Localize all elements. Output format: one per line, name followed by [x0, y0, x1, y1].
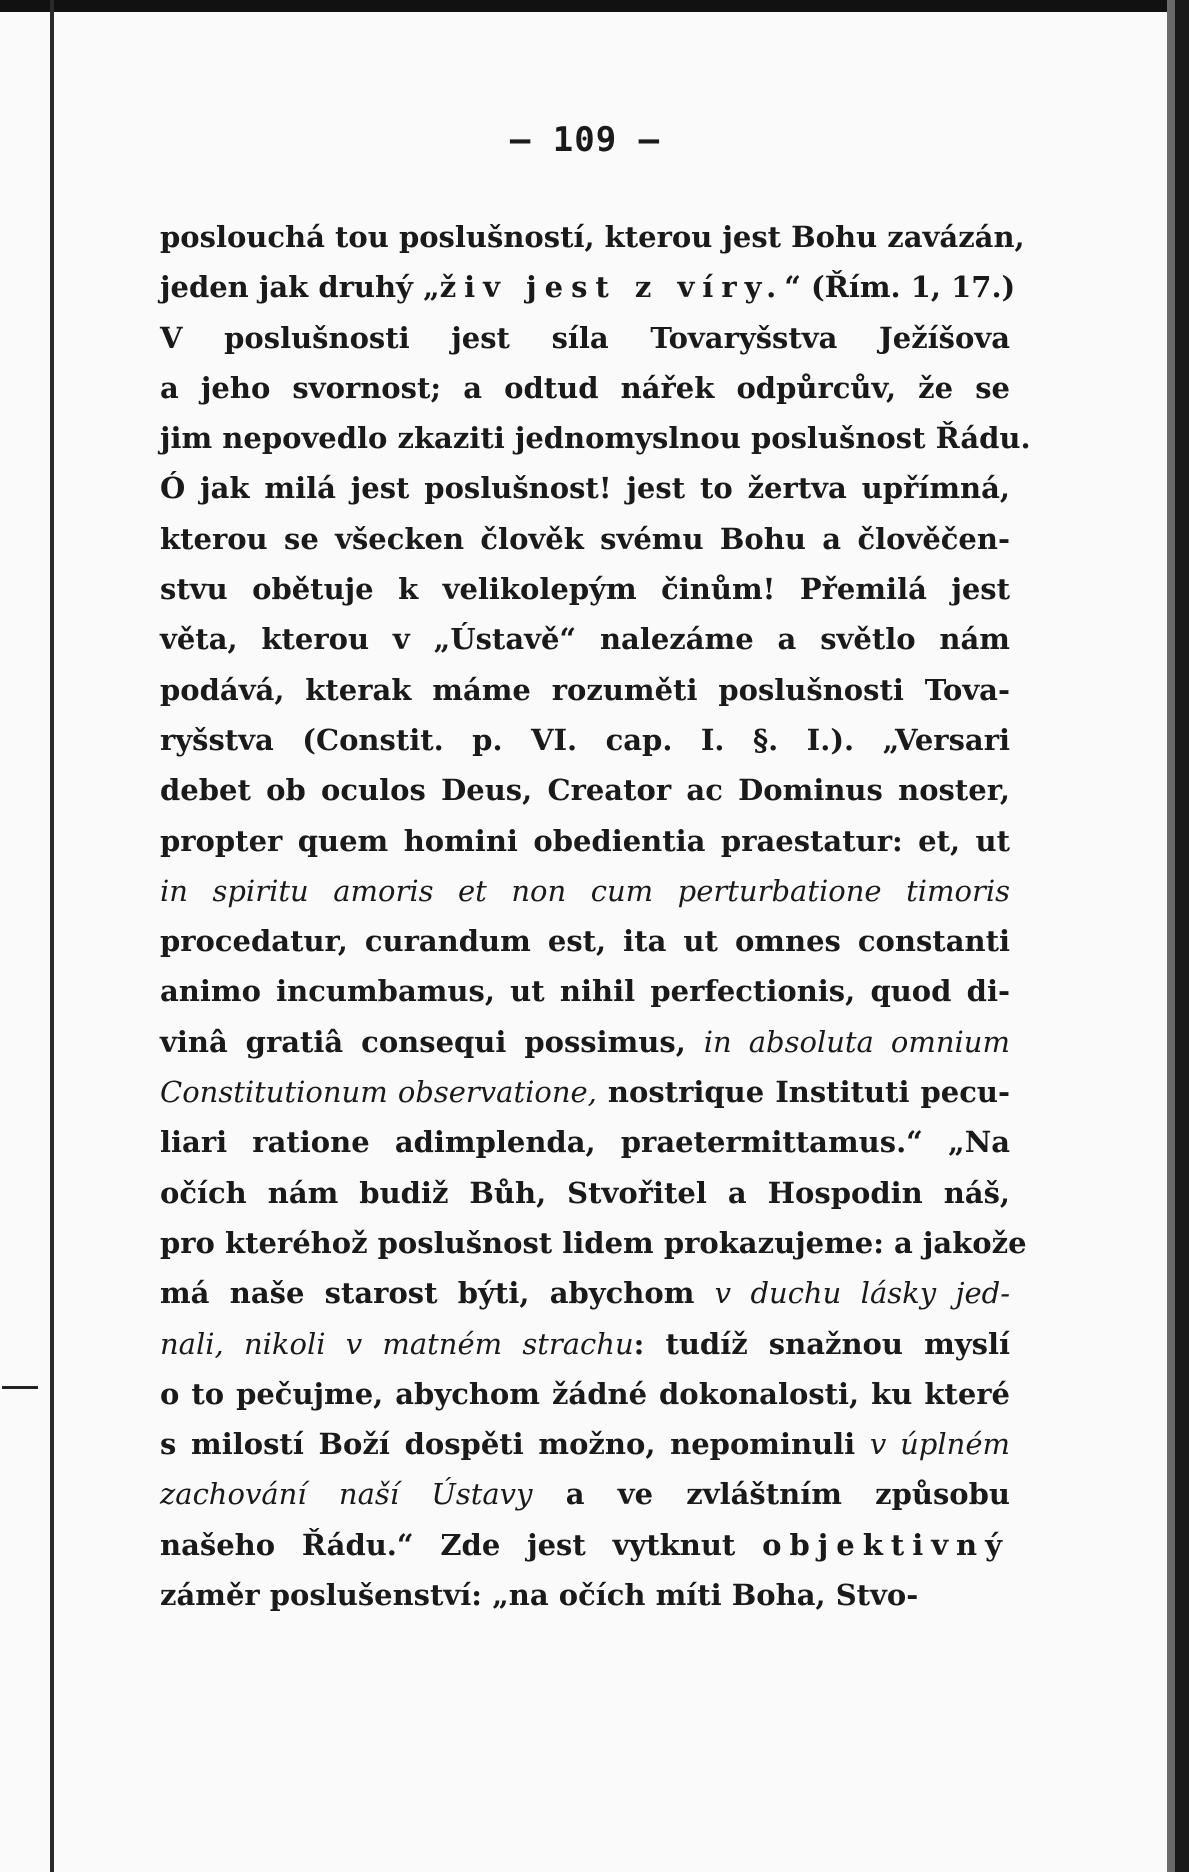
text-segment: poslouchá tou poslušností, kterou jest Bohu zavázán, — [160, 220, 1025, 254]
text-line — [160, 916, 1010, 966]
text-segment: zachování naší Ústavy — [160, 1477, 533, 1512]
text-line — [160, 1570, 1010, 1620]
text-line — [160, 1319, 1010, 1369]
text-segment: živ jest z víry. — [439, 270, 785, 305]
text-segment: propter quem homini obedientia praestatur: et, ut — [160, 823, 1010, 858]
text-segment: našeho Řádu.“ Zde jest vytknut — [160, 1527, 763, 1562]
text-line — [160, 413, 1031, 463]
text-segment: nostrique Instituti pecu- — [596, 1075, 1010, 1110]
text-segment: debet ob oculos Deus, Creator ac Dominus noster, — [160, 773, 1010, 808]
scan-edge-right — [1175, 0, 1189, 1872]
text-line — [160, 614, 1010, 664]
text-line — [160, 966, 1010, 1016]
text-segment: objektivný — [762, 1527, 1010, 1562]
text-segment: s milostí Boží dospěti možno, nepominuli — [160, 1427, 870, 1462]
text-segment: ryšstva (Constit. p. VI. cap. I. §. I.). „Versari — [160, 722, 1010, 757]
text-segment: liari ratione adimplenda, praetermittamus.“ „Na — [160, 1125, 1010, 1160]
text-line — [160, 514, 1010, 564]
scan-edge-top — [0, 0, 1189, 12]
text-line — [160, 1067, 1010, 1117]
text-segment: stvu obětuje k velikolepým činům! Přemilá jest — [160, 572, 1010, 607]
text-line — [160, 1268, 1010, 1318]
text-segment: v duchu lásky jed- — [714, 1276, 1010, 1311]
text-segment: procedatur, curandum est, ita ut omnes constanti — [160, 924, 1010, 959]
text-segment: očích nám budiž Bůh, Stvořitel a Hospodin náš, — [160, 1175, 1010, 1210]
text-segment: a jeho svornost; a odtud nářek odpůrcův, že se — [160, 370, 1010, 405]
text-segment: podává, kterak máme rozuměti poslušnosti Tova- — [160, 672, 1010, 707]
page-number: — 109 — — [509, 120, 661, 160]
text-line — [160, 1218, 1027, 1268]
text-line — [160, 1017, 1010, 1067]
text-segment: věta, kterou v „Ústavě“ nalezáme a světlo nám — [160, 622, 1010, 657]
text-segment: in spiritu amoris et non cum perturbatione timoris — [160, 873, 1010, 908]
text-line — [160, 212, 1025, 262]
text-line — [160, 262, 1016, 312]
text-line — [160, 866, 1010, 916]
text-block — [160, 212, 1031, 1620]
text-segment: Constitutionum observatione, — [160, 1075, 597, 1110]
text-segment: v úplném — [869, 1427, 1010, 1462]
text-segment: “ (Řím. 1, 17.) — [784, 270, 1016, 305]
text-segment: má naše starost býti, abychom — [160, 1276, 715, 1311]
text-line — [160, 816, 1010, 866]
text-segment: kterou se všecken člověk svému Bohu a člověčen- — [160, 521, 1010, 556]
page-body — [160, 120, 1031, 1620]
gutter-mark — [2, 1380, 38, 1394]
text-line — [160, 1168, 1010, 1218]
text-segment: : tudíž snažnou myslí — [633, 1326, 1010, 1361]
text-line — [160, 1469, 1010, 1519]
text-line — [160, 1419, 1010, 1469]
text-segment: záměr poslušenství: „na očích míti Boha, Stvo- — [160, 1578, 919, 1613]
text-segment: pro kteréhož poslušnost lidem prokazujeme: a jakože — [160, 1225, 1027, 1260]
text-segment: in absoluta omnium — [703, 1024, 1010, 1059]
text-line — [160, 564, 1010, 614]
text-segment: vinâ gratiâ consequi possimus, — [160, 1024, 704, 1059]
text-segment: jim nepovedlo zkaziti jednomyslnou poslušnost Řádu. — [160, 421, 1031, 456]
text-line — [160, 1520, 1010, 1570]
text-segment: nali, nikoli v matném strachu — [160, 1326, 634, 1361]
text-segment: jeden jak druhý „ — [160, 270, 440, 305]
text-segment: o to pečujme, abychom žádné dokonalosti, ku které — [160, 1376, 1010, 1411]
text-segment: V poslušnosti jest síla Tovaryšstva Ježíšova — [160, 320, 1010, 355]
text-line — [160, 715, 1010, 765]
text-line — [160, 665, 1010, 715]
text-line — [160, 1117, 1010, 1167]
scan-edge-right-shadow — [1167, 0, 1175, 1872]
text-segment: animo incumbamus, ut nihil perfectionis, quod di- — [160, 974, 1010, 1009]
text-line — [160, 363, 1010, 413]
text-line — [160, 313, 1010, 363]
text-segment: Ó jak milá jest poslušnost! jest to žertva upřímná, — [160, 471, 1010, 506]
binding-gutter-line — [50, 0, 54, 1872]
text-line — [160, 1369, 1010, 1419]
text-segment: a ve zvláštním způsobu — [532, 1477, 1010, 1512]
text-line — [160, 463, 1010, 513]
text-line — [160, 765, 1010, 815]
